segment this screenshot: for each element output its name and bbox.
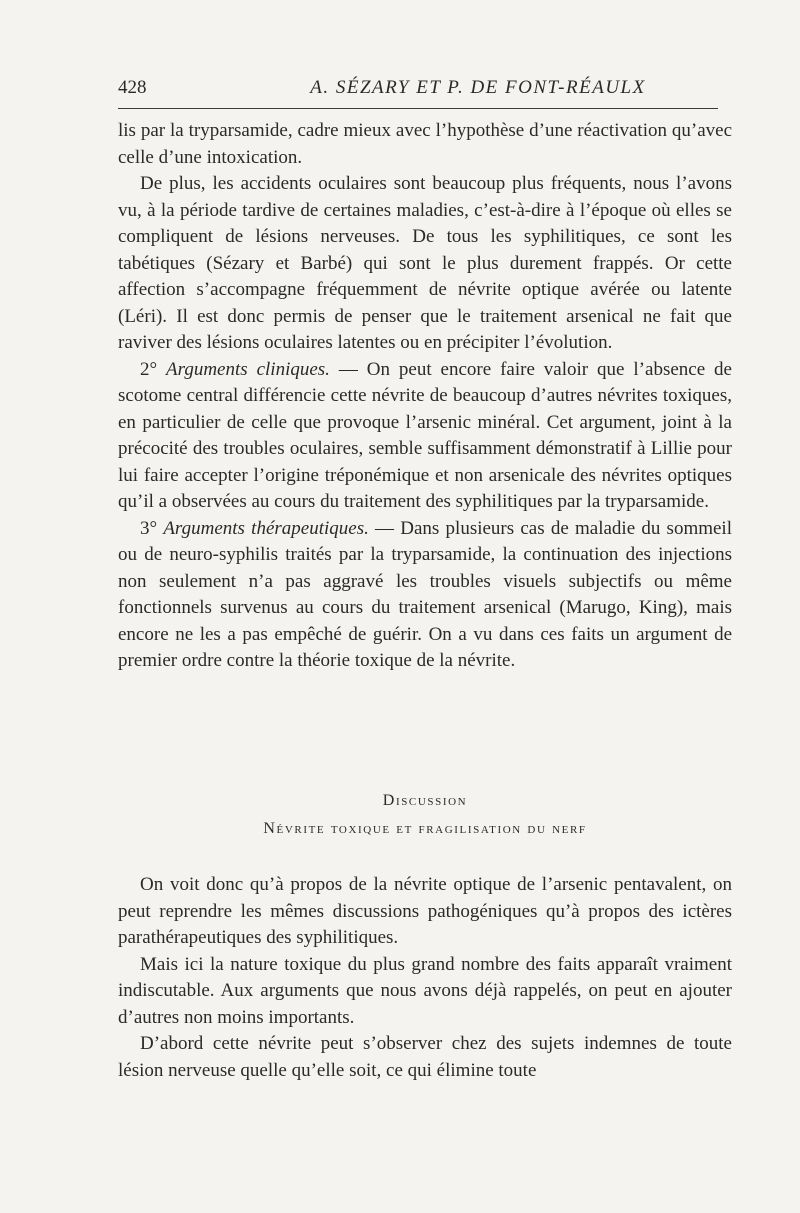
paragraph-continuation: lis par la tryparsamide, cadre mieux avec l’hypothèse d’une réactivation qu’avec celle d’une intoxication.: [118, 120, 732, 168]
running-head: [118, 76, 718, 104]
header-rule: [118, 108, 718, 109]
discussion-subtitle: Névrite toxique et fragilisation du nerf: [263, 820, 587, 837]
paragraph-ocular-accidents: De plus, les accidents oculaires sont beaucoup plus fréquents, nous l’avons vu, à la période tardive de certaines maladies, c’est-à-dire à l’époque où elles se compliquent de lésions nerveuses. De tous les syphilitiques, ce sont les tabétiques (Sézary et Barbé) qui sont le plus durement frappés. Or cette affection s’accompagne fréquemment de névrite optique avérée ou latente (Léri). Il est donc permis de penser que le traitement arsenical ne fait que raviver des lésions oculaires latentes ou en précipiter l’évolution.: [118, 173, 732, 353]
argument-heading: Arguments cliniques.: [166, 358, 330, 380]
discussion-title: Discussion: [382, 792, 468, 809]
body-text-top: [118, 118, 732, 675]
paragraph-first-argument: D’abord cette névrite peut s’observer chez des sujets indemnes de toute lésion nerveuse quelle qu’elle soit, ce qui élimine toute: [118, 1033, 732, 1081]
body-text-bottom: [118, 872, 732, 1084]
page-number: 428: [118, 77, 147, 98]
argument-number: 2°: [140, 358, 158, 380]
paragraph-clinical-arguments: [118, 357, 732, 516]
argument-text: — On peut encore faire valoir que l’absence de scotome central différencie cette névrite de beaucoup d’autres névrites toxiques, en particulier de celle que provoque l’arsenic minéral. Cet argument, joint à la précocité des troubles oculaires, semble suffisamment démonstratif à Lillie pour lui faire accepter l’origine tréponémique et non arsenicale des névrites optiques qu’il a observées au cours du traitement des syphilitiques par la tryparsamide.: [118, 358, 732, 512]
discussion-section-heading: [118, 788, 732, 844]
paragraph-therapeutic-arguments: [118, 516, 732, 675]
running-head-authors: A. SÉZARY ET P. DE FONT-RÉAULX: [310, 77, 646, 98]
argument-text: — Dans plusieurs cas de maladie du sommeil ou de neuro-syphilis traités par la tryparsamide, la continuation des injections non seulement n’a pas aggravé les troubles visuels subjectifs ou même fonctionnels survenus au cours du traitement arsenical (Marugo, King), mais encore ne les a pas empêché de guérir. On a vu dans ces faits un argument de premier ordre contre la théorie toxique de la névrite.: [118, 517, 732, 671]
paragraph-discussion-intro: On voit donc qu’à propos de la névrite optique de l’arsenic pentavalent, on peut reprendre les mêmes discussions pathogéniques qu’à propos des ictères parathérapeutiques des syphilitiques.: [118, 874, 732, 948]
argument-heading: Arguments thérapeutiques.: [163, 517, 369, 539]
paragraph-toxic-nature: Mais ici la nature toxique du plus grand nombre des faits apparaît vraiment indiscutable. Aux arguments que nous avons déjà rappelés, on peut en ajouter d’autres non moins importants.: [118, 953, 732, 1028]
argument-number: 3°: [140, 517, 158, 539]
